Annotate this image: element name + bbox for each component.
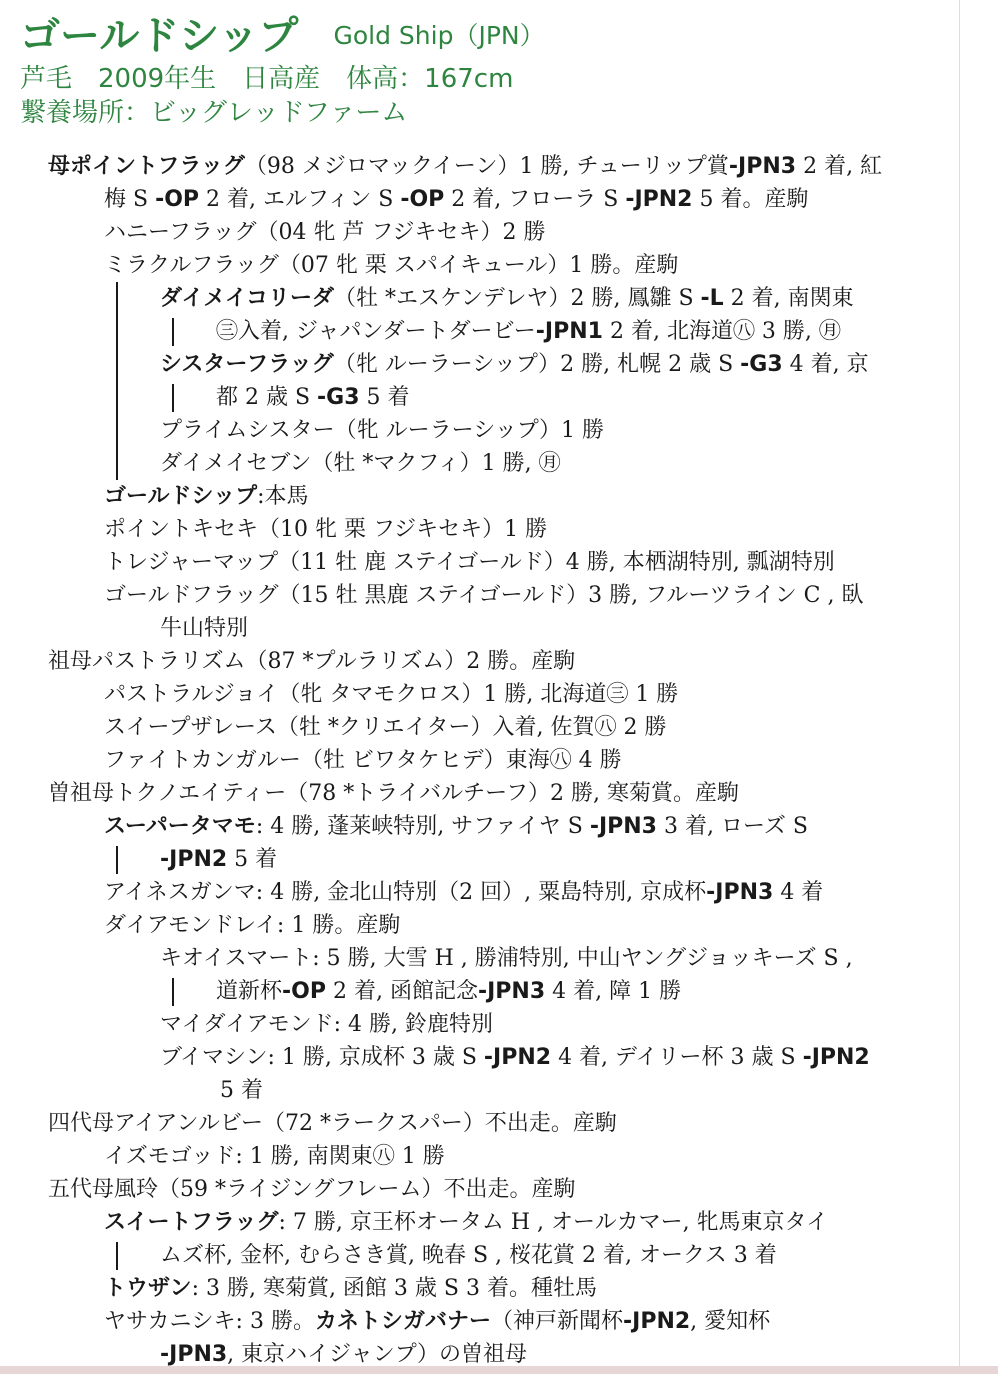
pedigree-line [104,810,808,843]
pedigree-line [160,414,604,447]
pedigree-line [104,744,622,777]
text-segment: : 4 勝, 蓬莱峡特別, サファイヤ S [255,814,590,839]
text-segment: 4 着, 京 [782,352,869,377]
bold-text-segment: -G3 [317,385,360,410]
text-segment: 祖母パストラリズム（87 *プルラリズム）2 勝。産駒 [48,649,576,674]
text-segment: 2 着, 函館記念 [325,979,478,1004]
bold-text-segment: -OP [282,979,326,1004]
text-segment: ブイマシン: 1 勝, 京成杯 3 歳 S [160,1045,484,1070]
pedigree-line [160,942,853,975]
text-segment: キオイスマート: 5 勝, 大雪 H , 勝浦特別, 中山ヤングジョッキーズ S , [160,946,853,971]
text-segment: :本馬 [257,484,309,509]
title-line [20,10,938,62]
bold-text-segment: -OP [155,187,200,212]
pedigree-line [216,381,410,414]
text-segment: ポイントキセキ（10 牝 栗 フジキセキ）1 勝 [104,517,548,542]
bold-text-segment: スーパータマモ [104,814,256,839]
bold-text-segment: スイートフラッグ [104,1210,279,1235]
text-segment: スイープザレース（牡 *クリエイター）入着, 佐賀㊇ 2 勝 [104,715,667,740]
pedigree-line [48,150,882,183]
text-segment: 2 着, フローラ S [444,187,626,212]
text-segment: ハニーフラッグ（04 牝 芦 フジキセキ）2 勝 [104,220,546,245]
pedigree-line [48,1107,617,1140]
pedigree-line [104,249,678,282]
text-segment: トレジャーマップ（11 牡 鹿 ステイゴールド）4 勝, 本栖湖特別, 瓢湖特別 [104,550,835,575]
text-segment: 2 着, 北海道㊇ 3 勝, ㊊ [602,319,841,344]
stud-location: 繋養場所：ビッグレッドファーム [20,98,408,128]
pedigree-line [160,282,854,315]
bold-text-segment: トウザン [104,1276,192,1301]
text-segment: : 3 勝, 寒菊賞, 函館 3 歳 S 3 着。種牡馬 [191,1276,597,1301]
text-segment: 2 着, 紅 [796,154,883,179]
text-segment: 牛山特別 [160,616,249,641]
bold-text-segment: -JPN2 [802,1045,870,1070]
tree-connector [116,1242,118,1270]
text-segment: 4 着, 障 1 勝 [545,979,682,1004]
bold-text-segment: -JPN3 [706,880,774,905]
text-segment: ダイメイセブン（牡 *マクフィ）1 勝, ㊊ [160,451,561,476]
pedigree-line [48,1173,575,1206]
text-segment: 5 着 [227,847,278,872]
pedigree-line [48,777,739,810]
bold-text-segment: -JPN1 [535,319,603,344]
text-segment: ゴールドフラッグ（15 牡 黒鹿 ステイゴールド）3 勝, フルーツライン C , 臥 [104,583,864,608]
text-segment: （神戸新聞杯 [490,1309,623,1334]
pedigree-line [104,711,666,744]
pedigree-line [104,480,309,513]
pedigree-line [104,1305,770,1338]
pedigree-line [160,1041,870,1074]
text-segment: パストラルジョイ（牝 タマモクロス）1 勝, 北海道㊂ 1 勝 [104,682,679,707]
pedigree-line [160,1239,777,1272]
text-segment: 五代母風玲（59 *ライジングフレーム）不出走。産駒 [48,1177,576,1202]
horse-header [20,10,938,130]
bold-text-segment: -JPN2 [623,1309,691,1334]
pedigree-line [220,1074,263,1107]
bold-text-segment: カネトシガバナー [314,1309,491,1334]
text-segment: 5 着。産駒 [692,187,809,212]
pedigree-line [160,447,561,480]
text-segment: （牝 ルーラーシップ）2 勝, 札幌 2 歳 S [333,352,741,377]
bold-text-segment: -JPN3 [477,979,546,1004]
text-segment: プライムシスター（牝 ルーラーシップ）1 勝 [160,418,605,443]
bold-text-segment: -JPN3 [589,814,657,839]
pedigree-line [48,645,575,678]
bold-text-segment: -L [700,286,724,311]
pedigree-line [104,513,547,546]
tree-connector [172,318,174,346]
tree-connector [172,384,174,412]
text-segment: アイネスガンマ: 4 勝, 金北山特別（2 回）, 粟島特別, 京成杯 [104,880,707,905]
horse-name-english: Gold Ship（JPN） [333,21,545,50]
bold-text-segment: -JPN2 [625,187,693,212]
text-segment: ヤサカニシキ: 3 勝。 [104,1309,315,1334]
text-segment: 4 着, デイリー杯 3 歳 S [551,1045,803,1070]
pedigree-line [104,1272,597,1305]
bold-text-segment: -JPN2 [483,1045,552,1070]
bold-text-segment: 母ポイントフラッグ [48,154,245,179]
pedigree-line [160,348,869,381]
pedigree-line [160,1338,527,1371]
pedigree-line [104,183,808,216]
text-segment: （98 メジロマックイーン）1 勝, チューリップ賞 [244,154,729,179]
text-segment: ㊂入着, ジャパンダートダービー [216,319,536,344]
pedigree-line [160,1008,493,1041]
bold-text-segment: -JPN3 [728,154,797,179]
text-segment: 5 着 [220,1078,263,1103]
bold-text-segment: ダイメイコリーダ [160,286,335,311]
text-segment: ミラクルフラッグ（07 牝 栗 スパイキュール）1 勝。産駒 [104,253,679,278]
text-segment: 道新杯 [216,979,283,1004]
pedigree-line [216,975,681,1008]
bold-text-segment: シスターフラッグ [160,352,334,377]
pedigree-line [104,909,400,942]
bold-text-segment: -JPN3 [160,1342,228,1367]
text-segment: （牡 *エスケンデレヤ）2 勝, 鳳雛 S [334,286,701,311]
pedigree-line [104,678,678,711]
pedigree-line [104,1206,828,1239]
pedigree-line [104,579,864,612]
pedigree-line [104,1140,445,1173]
text-segment: 四代母アイアンルビー（72 *ラークスパー）不出走。産駒 [48,1111,617,1136]
bold-text-segment: -JPN2 [160,847,228,872]
text-segment: 梅 S [104,187,156,212]
text-segment: イズモゴッド: 1 勝, 南関東㊇ 1 勝 [104,1144,445,1169]
text-segment: ダイアモンドレイ: 1 勝。産駒 [104,913,401,938]
bold-text-segment: ゴールドシップ [104,484,258,509]
text-segment: : 7 勝, 京王杯オータム H , オールカマー, 牝馬東京タイ [278,1210,829,1235]
text-segment: 2 着, 南関東 [723,286,854,311]
horse-profile: 芦毛 2009年生 日高産 体高：167cm [20,64,514,94]
pedigree-line [160,612,248,645]
text-segment: , 東京ハイジャンプ）の曽祖母 [227,1342,527,1367]
pedigree-line [104,876,823,909]
bold-text-segment: -OP [400,187,445,212]
horse-name-title: ゴールドシップ [20,13,299,59]
right-margin-rule [959,0,960,1366]
text-segment: 3 着, ローズ S [656,814,808,839]
text-segment: マイダイアモンド: 4 勝, 鈴鹿特別 [160,1012,493,1037]
text-segment: , 愛知杯 [690,1309,771,1334]
text-segment: 都 2 歳 S [216,385,318,410]
pedigree-line [216,315,841,348]
text-segment: ファイトカンガルー（牡 ビワタケヒデ）東海㊇ 4 勝 [104,748,622,773]
text-segment: 2 着, エルフィン S [199,187,401,212]
text-segment: 曽祖母トクノエイティー（78 *トライバルチーフ）2 勝, 寒菊賞。産駒 [48,781,740,806]
bold-text-segment: -G3 [740,352,783,377]
tree-connector [116,846,118,874]
pedigree-line [104,216,546,249]
pedigree-line [160,843,277,876]
tree-connector [172,978,174,1006]
tree-connector [116,282,118,480]
text-segment: 4 着 [773,880,824,905]
pedigree-line [104,546,835,579]
text-segment: 5 着 [359,385,410,410]
text-segment: ムズ杯, 金杯, むらさき賞, 晩春 S , 桜花賞 2 着, オークス 3 着 [160,1243,777,1268]
